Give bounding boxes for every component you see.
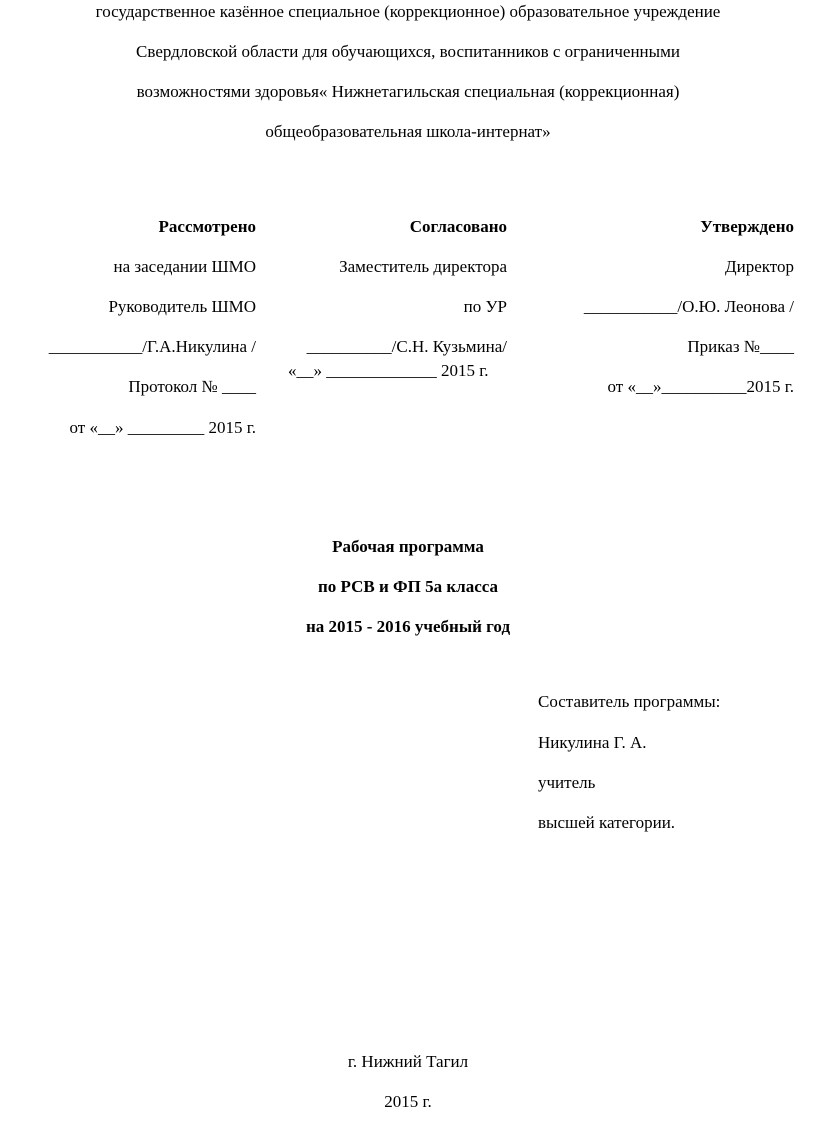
approved-line-1: Директор bbox=[725, 257, 794, 276]
reviewed-line-2: Руководитель ШМО bbox=[108, 297, 256, 316]
author-position: учитель bbox=[538, 773, 596, 792]
agreed-line-1: Заместитель директора bbox=[339, 257, 507, 276]
approved-line-3: Приказ №____ bbox=[687, 337, 794, 356]
reviewed-line-3: ___________/Г.А.Никулина / bbox=[48, 337, 256, 356]
agreed-line-2: по УР bbox=[463, 297, 507, 316]
header-line-3: возможностями здоровья« Нижнетагильская специальная (коррекционная) bbox=[136, 82, 680, 101]
header-line-1: государственное казённое специальное (коррекционное) образовательное учреждение bbox=[95, 2, 721, 21]
agreed-line-3: __________/С.Н. Кузьмина/ bbox=[306, 337, 507, 356]
program-title: Рабочая программа bbox=[332, 537, 484, 556]
author-name: Никулина Г. А. bbox=[538, 733, 647, 752]
author-label: Составитель программы: bbox=[538, 692, 721, 711]
program-year: на 2015 - 2016 учебный год bbox=[305, 617, 511, 636]
footer-city: г. Нижний Тагил bbox=[347, 1052, 469, 1071]
header-line-2: Свердловской области для обучающихся, воспитанников с ограниченными bbox=[136, 42, 680, 61]
approved-title: Утверждено bbox=[700, 217, 794, 236]
program-subject: по РСВ и ФП 5а класса bbox=[317, 577, 498, 596]
reviewed-line-1: на заседании ШМО bbox=[113, 257, 256, 276]
author-category: высшей категории. bbox=[538, 813, 676, 832]
approved-line-4: от «__»__________2015 г. bbox=[607, 377, 794, 396]
agreed-title: Согласовано bbox=[409, 217, 507, 236]
agreed-line-4: «__» _____________ 2015 г. bbox=[288, 361, 489, 380]
header-line-4: общеобразовательная школа-интернат» bbox=[265, 122, 551, 141]
footer-year: 2015 г. bbox=[384, 1092, 432, 1111]
approved-line-2: ___________/О.Ю. Леонова / bbox=[583, 297, 794, 316]
reviewed-line-5: от «__» _________ 2015 г. bbox=[69, 418, 256, 437]
reviewed-title: Рассмотрено bbox=[158, 217, 256, 236]
reviewed-line-4: Протокол № ____ bbox=[128, 377, 256, 396]
